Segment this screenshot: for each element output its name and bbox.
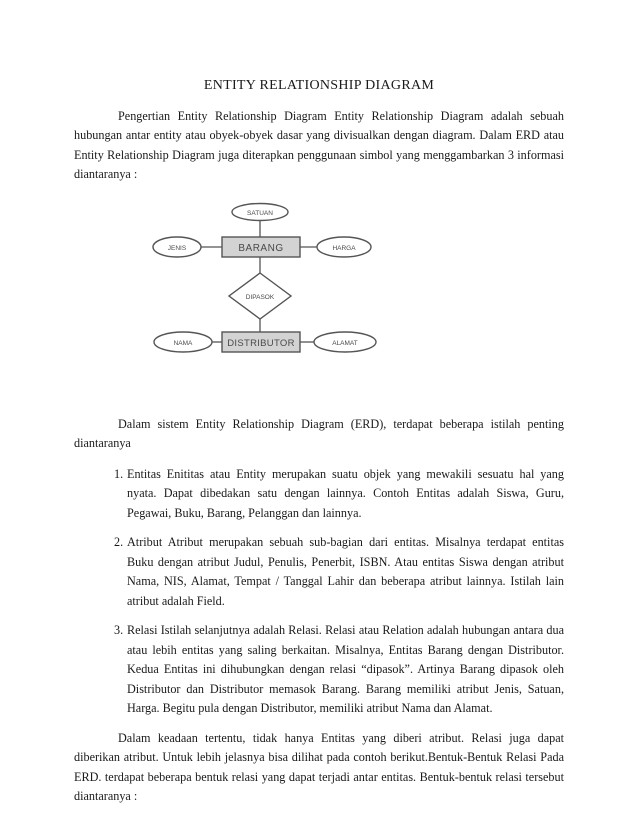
list-item-text: Entitas Enititas atau Entity merupakan suatu objek yang mewakili sesuatu hal yang nyata. Dapat dibedakan satu dengan lainnya. Contoh Entitas adalah Siswa, Guru, Pegawai, Buku, Barang, Pelanggan dan lainnya. bbox=[127, 466, 564, 520]
list-item-text: Atribut Atribut merupakan sebuah sub-bagian dari entitas. Misalnya terdapat entitas Buku dengan atribut Judul, Penulis, Penerbit, ISBN. Atau entitas Siswa dengan atribut Nama, NIS, Alamat, Tempat / Tanggal Lahir dan beberapa atribut lainnya. Istilah lain atribut adalah Field. bbox=[127, 535, 564, 608]
attr-harga-label: HARGA bbox=[332, 244, 356, 252]
list-item bbox=[114, 533, 564, 611]
attr-satuan-label: SATUAN bbox=[247, 209, 273, 217]
list-item-number: 1. bbox=[114, 466, 124, 481]
list-item bbox=[114, 465, 564, 524]
page-title: ENTITY RELATIONSHIP DIAGRAM bbox=[203, 78, 435, 93]
closing-paragraph: Dalam keadaan tertentu, tidak hanya Entitas yang diberi atribut. Relasi juga dapat diberikan atribut. Untuk lebih jelasnya bisa dilihat pada contoh berikut.Bentuk-Bentuk Relasi Pada ERD. terdapat beberapa bentuk relasi yang dapat terjadi antar entitas. Bentuk-bentuk relasi tersebut diantaranya : bbox=[74, 730, 564, 803]
attr-jenis-label: JENIS bbox=[167, 244, 187, 252]
list-item bbox=[114, 621, 564, 719]
attr-alamat-label: ALAMAT bbox=[332, 339, 358, 347]
list-item-number: 2. bbox=[114, 535, 124, 549]
entity-distributor-label: DISTRIBUTOR bbox=[227, 337, 295, 349]
section2-paragraph: Dalam sistem Entity Relationship Diagram (ERD), terdapat beberapa istilah penting diantaranya bbox=[74, 416, 564, 450]
terms-list bbox=[74, 465, 564, 719]
attr-nama-label: NAMA bbox=[173, 339, 193, 347]
list-item-number: 3. bbox=[114, 623, 124, 637]
erd-diagram bbox=[150, 201, 382, 367]
list-item-text: Relasi Istilah selanjutnya adalah Relasi. Relasi atau Relation adalah hubungan antara dua atau lebih entitas yang saling berkaitan. Misalnya, Entitas Barang dengan Distributor. Kedua Entitas ini dihubungkan dengan relasi “dipasok”. Artinya Barang dipasok oleh Distributor dan Distributor memasok Barang. Barang memiliki atribut Jenis, Satuan, Harga. Begitu pula dengan Distributor, memiliki atribut Nama dan Alamat. bbox=[127, 623, 564, 715]
intro-paragraph: Pengertian Entity Relationship Diagram Entity Relationship Diagram adalah sebuah hubungan antar entity atau obyek-obyek dasar yang divisualkan dengan diagram. Dalam ERD atau Entity Relationship Diagram juga diterapkan penggunaan simbol yang menggambarkan 3 informasi diantaranya : bbox=[74, 108, 564, 181]
entity-barang-label: BARANG bbox=[238, 242, 284, 254]
relation-dipasok-label: DIPASOK bbox=[245, 293, 275, 301]
